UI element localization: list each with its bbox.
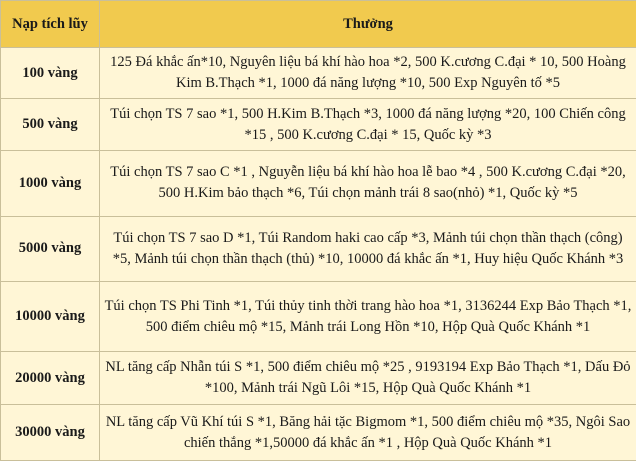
table-row	[1, 282, 636, 352]
reward-cell: NL tăng cấp Nhẫn túi S *1, 500 điểm chiêu mộ *25 , 9193194 Exp Bảo Thạch *1, Dấu Đỏ *100, Mảnh trái Ngũ Lôi *15, Hộp Quà Quốc Khánh *1	[100, 351, 636, 405]
reward-cell: Túi chọn TS 7 sao *1, 500 H.Kim B.Thạch *3, 1000 đá năng lượng *20, 100 Chiến công *15 , 500 K.cương C.đại * 15, Quốc kỳ *3	[100, 99, 636, 150]
header-cumulative-topup: Nạp tích lũy	[1, 1, 100, 48]
table-row	[1, 405, 636, 461]
table-row	[1, 150, 636, 216]
table-row	[1, 351, 636, 405]
reward-cell: Túi chọn TS Phi Tinh *1, Túi thủy tinh thời trang hào hoa *1, 3136244 Exp Bảo Thạch *1, 500 điểm chiêu mộ *15, Mảnh trái Long Hồn *10, Hộp Quà Quốc Khánh *1	[100, 282, 636, 352]
tier-cell: 5000 vàng	[1, 216, 100, 282]
table-row	[1, 48, 636, 99]
tier-cell: 100 vàng	[1, 48, 100, 99]
tier-cell: 20000 vàng	[1, 351, 100, 405]
tier-cell: 10000 vàng	[1, 282, 100, 352]
tier-cell: 1000 vàng	[1, 150, 100, 216]
table-row	[1, 216, 636, 282]
table-row	[1, 99, 636, 150]
reward-cell: Túi chọn TS 7 sao D *1, Túi Random haki cao cấp *3, Mảnh túi chọn thần thạch (công) *5, Mảnh túi chọn thần thạch (thủ) *10, 10000 đá khắc ấn *1, Huy hiệu Quốc Khánh *3	[100, 216, 636, 282]
header-row	[1, 1, 636, 48]
tier-cell: 30000 vàng	[1, 405, 100, 461]
header-reward: Thưởng	[100, 1, 636, 48]
reward-cell: NL tăng cấp Vũ Khí túi S *1, Băng hải tặc Bigmom *1, 500 điểm chiêu mộ *35, Ngôi Sao chiến thắng *1,50000 đá khắc ấn *1 , Hộp Quà Quốc Khánh *1	[100, 405, 636, 461]
reward-cell: 125 Đá khắc ấn*10, Nguyên liệu bá khí hào hoa *2, 500 K.cương C.đại * 10, 500 Hoàng Kim B.Thạch *1, 1000 đá năng lượng *10, 500 Exp Nguyên tố *5	[100, 48, 636, 99]
reward-cell: Túi chọn TS 7 sao C *1 , Nguyễn liệu bá khí hào hoa lễ bao *4 , 500 K.cương C.đại *20, 500 H.Kim bảo thạch *6, Túi chọn mảnh trái 8 sao(nhỏ) *1, Quốc kỳ *5	[100, 150, 636, 216]
tier-cell: 500 vàng	[1, 99, 100, 150]
